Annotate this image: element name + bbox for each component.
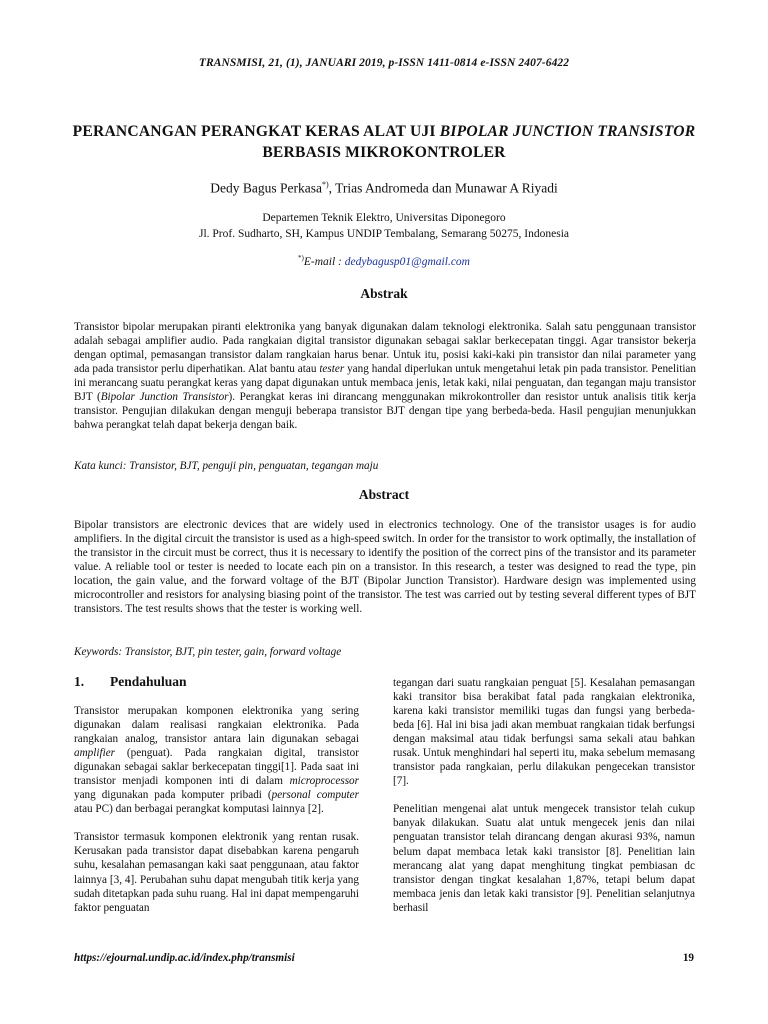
kata-kunci: Kata kunci: Transistor, BJT, penguji pin, penguatan, tegangan maju xyxy=(74,460,379,472)
left-paragraph-2: Transistor termasuk komponen elektronik yang rentan rusak. Kerusakan pada transistor dapat disebabkan karena pengaruh suhu, kesalahan pemasangan kaki saat penggunaan, atau faktor lainnya [3, 4]. Perubahan suhu dapat mengubah titik kerja yang sudah ditetapkan pada suhu ruang. Hal ini dapat mempengaruhi faktor penguatan xyxy=(74,831,359,914)
abstrak-heading: Abstrak xyxy=(360,286,408,301)
right-paragraph-1: tegangan dari suatu rangkaian penguat [5]. Kesalahan pemasangan kaki transitor bisa berakibat fatal pada rangkaian elektronika, karena kaki transistor memiliki tugas dan fungsi yang berbeda-beda [6]. Hal ini bisa jadi akan membuat rangkaian tidak berfungsi dengan maksimal atau tidak berfungsi sama sekali atau bahkan rusak. Untuk menghindari hal seperti itu, maka sebelum memasang transistor pada rangkaian, perlu dilakukan pengecekan transistor [7]. xyxy=(393,677,695,788)
lp1-pc: personal computer xyxy=(271,789,359,802)
running-head: TRANSMISI, 21, (1), JANUARI 2019, p-ISSN 1411-0814 e-ISSN 2407-6422 xyxy=(198,57,570,69)
abstrak-text-b: yang handal diperlukan untuk mengetahui letak pin pada transistor. Penelitian ini merancang suatu perangkat keras yang dapat digunakan untuk membaca jenis, letak kaki, nilai penguatan, dan tegangan maju transistor BJT ( xyxy=(74,363,696,404)
keywords: Keywords: Transistor, BJT, pin tester, gain, forward voltage xyxy=(74,646,342,658)
left-column xyxy=(74,704,359,929)
title-part1: PERANCANGAN PERANGKAT KERAS ALAT UJI xyxy=(72,123,440,140)
lp1-amplifier: amplifier xyxy=(74,747,116,760)
section-title: Pendahuluan xyxy=(110,674,187,689)
abstract-text: Bipolar transistors are electronic devices that are widely used in electronics technology. One of the transistor usages is for audio amplifiers. In the digital circuit the transistor is used as a high-speed switch. In order for the transistor to work optimally, the installation of the transistor in the circuit must be correct, thus it is necessary to identify the position of the correct pins of the transistor and its parameter value. A reliable tool or tester is needed to locate each pin on a transistor. In this research, a tester was designed to read the type, pin location, the gain value, and the forward voltage of the BJT (Bipolar Junction Transistor). Hardware design was implemented using microcontroller and resistors for analysing biasing point of the transistor. The test was carried out by testing several different types of BJT transistors. The test results shows that the tester is working well. xyxy=(74,519,696,616)
affiliation-address: Jl. Prof. Sudharto, SH, Kampus UNDIP Tembalang, Semarang 50275, Indonesia xyxy=(198,228,570,240)
lp1-a: Transistor merupakan komponen elektronika yang sering digunakan dalam realisasi rangkaian elektronika. Pada rangkaian analog, transistor antara lain digunakan sebagai xyxy=(74,705,359,746)
left-paragraph-1 xyxy=(74,704,359,816)
lp1-d: atau PC) dan berbagai perangkat komputasi lainnya [2]. xyxy=(74,803,324,816)
email-line xyxy=(0,254,768,268)
abstrak-tester: tester xyxy=(319,363,345,376)
abstract-heading: Abstract xyxy=(358,487,410,502)
email-mark: *) xyxy=(298,254,304,262)
abstrak-bjt: Bipolar Junction Transistor xyxy=(100,391,229,404)
lp1-c: yang digunakan pada komputer pribadi ( xyxy=(74,789,272,802)
email-link[interactable]: dedybagusp01@gmail.com xyxy=(344,255,470,268)
abstrak-text-c: ). Perangkat keras ini dirancang menggunakan mikrokontroller dan resistor untuk analisis titik kerja transistor. Pengujian dilakukan dengan menguji beberapa transistor BJT dengan tipe yang berbeda-beda. Hasil pengujian menunjukkan bahwa perangkat telah dapat bekerja dengan baik. xyxy=(74,391,696,432)
author-list xyxy=(0,180,768,197)
right-column xyxy=(393,676,695,929)
page-number: 19 xyxy=(682,952,694,964)
abstrak-text-a: Transistor bipolar merupakan piranti elektronika yang banyak digunakan dalam teknologi elektronika. Salah satu penggunaan transistor adalah sebagai amplifier audio. Pada rangkaian digital transistor digunakan sebagai saklar berkecepatan tinggi. Agar transistor bekerja dengan optimal, pemasangan transistor dalam rangkaian harus benar. Untuk itu, posisi kaki-kaki pin transistor dan nilai parameter yang ada pada transistor perlu diperhatikan. Alat bantu atau xyxy=(74,321,696,376)
right-paragraph-2: Penelitian mengenai alat untuk mengecek transistor telah cukup banyak dilakukan. Suatu alat untuk mengecek jenis dan nilai penguatan transistor telah dirancang dengan akurasi 93%, namun belum dapat membaca letak kaki transistor [8]. Penelitian lain merancang alat yang dapat menghitung tingkat pembiasan dc transistor dengan tingkat kesalahan 1,87%, tetapi belum dapat membaca jenis dan letak kaki transistor [9]. Penelitian selanjutnya berhasil xyxy=(393,803,695,914)
affiliation xyxy=(0,210,768,242)
author-first: Dedy Bagus Perkasa xyxy=(210,180,322,196)
title-part3: BERBASIS MIKROKONTROLER xyxy=(262,144,506,161)
lp1-microprocessor: microprocessor xyxy=(289,775,359,788)
abstrak-text xyxy=(74,320,696,432)
section-number: 1. xyxy=(74,674,85,689)
lp1-b: (penguat). Pada rangkaian digital, transistor digunakan sebagai saklar berkecepatan tinggi[1]. Pada saat ini transistor menjadi komponen inti di dalam xyxy=(74,747,359,788)
footer-url[interactable]: https://ejournal.undip.ac.id/index.php/transmisi xyxy=(74,952,295,964)
title-part2: BIPOLAR JUNCTION TRANSISTOR xyxy=(439,123,696,140)
section-heading-pendahuluan xyxy=(74,674,187,690)
email-label: E-mail : xyxy=(303,255,345,268)
affiliation-dept: Departemen Teknik Elektro, Universitas Diponegoro xyxy=(262,212,506,224)
paper-title xyxy=(60,121,708,163)
author-rest: , Trias Andromeda dan Munawar A Riyadi xyxy=(328,180,558,196)
corresponding-mark: *) xyxy=(321,180,329,189)
